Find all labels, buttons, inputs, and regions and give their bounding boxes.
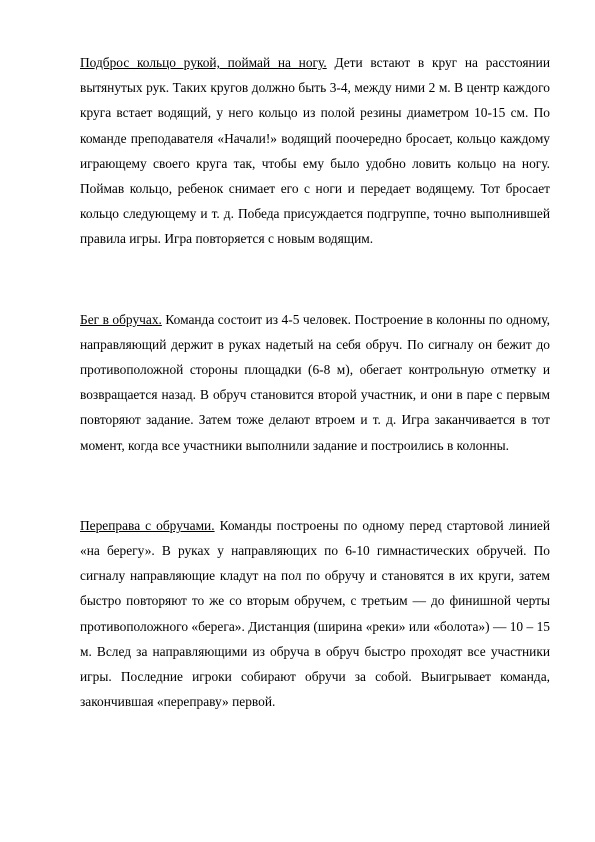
game-paragraph-ring-toss [80,50,550,252]
game-paragraph-hoop-run [80,307,550,458]
game-description-hoop-crossing: Команды построены по одному перед стартовой линией «на берегу». В руках у направляющих по 6-10 гимнастических обручей. По сигналу направляющие кладут на пол по обручу и становятся в их круги, затем быстро повторяют то же со вторым обручем, с третьим — до финишной черты противоположного «берега». Дистанция (ширина «реки» или «болота») — 10 – 15 м. Вслед за направляющими из обруча в обруч быстро проходят все участники игры. Последние игроки собирают обручи за собой. Выигрывает команда, закончившая «переправу» первой. [80,517,550,710]
document-page [80,50,550,714]
game-description-ring-toss: Дети встают в круг на расстоянии вытянутых рук. Таких кругов должно быть 3-4, между ними 2 м. В центр каждого круга встает водящий, у него кольцо из полой резины диаметром 10-15 см. По команде преподавателя «Начали!» водящий поочередно бросает, кольцо каждому играющему своего круга так, чтобы ему было удобно ловить кольцо на ногу. Поймав кольцо, ребенок снимает его с ноги и передает водящему. Тот бросает кольцо следующему и т. д. Победа присуждается подгруппе, точно выполнившей правила игры. Игра повторяется с новым водящим. [80,55,550,247]
game-title-hoop-run: Бег в обручах. [80,311,162,327]
game-description-hoop-run: Команда состоит из 4-5 человек. Построение в колонны по одному, направляющий держит в руках надетый на себя обруч. По сигналу он бежит до противоположной стороны площадки (6-8 м), обегает контрольную отметку и возвращается назад. В обруч становится второй участник, и они в паре с первым повторяют задание. Затем тоже делают втроем и т. д. Игра заканчивается в тот момент, когда все участники выполнили задание и построились в колонны. [80,311,550,453]
game-title-hoop-crossing: Переправа с обручами. [80,517,215,533]
game-title-ring-toss: Подброс кольцо рукой, поймай на ногу. [80,55,327,70]
game-paragraph-hoop-crossing [80,513,550,715]
